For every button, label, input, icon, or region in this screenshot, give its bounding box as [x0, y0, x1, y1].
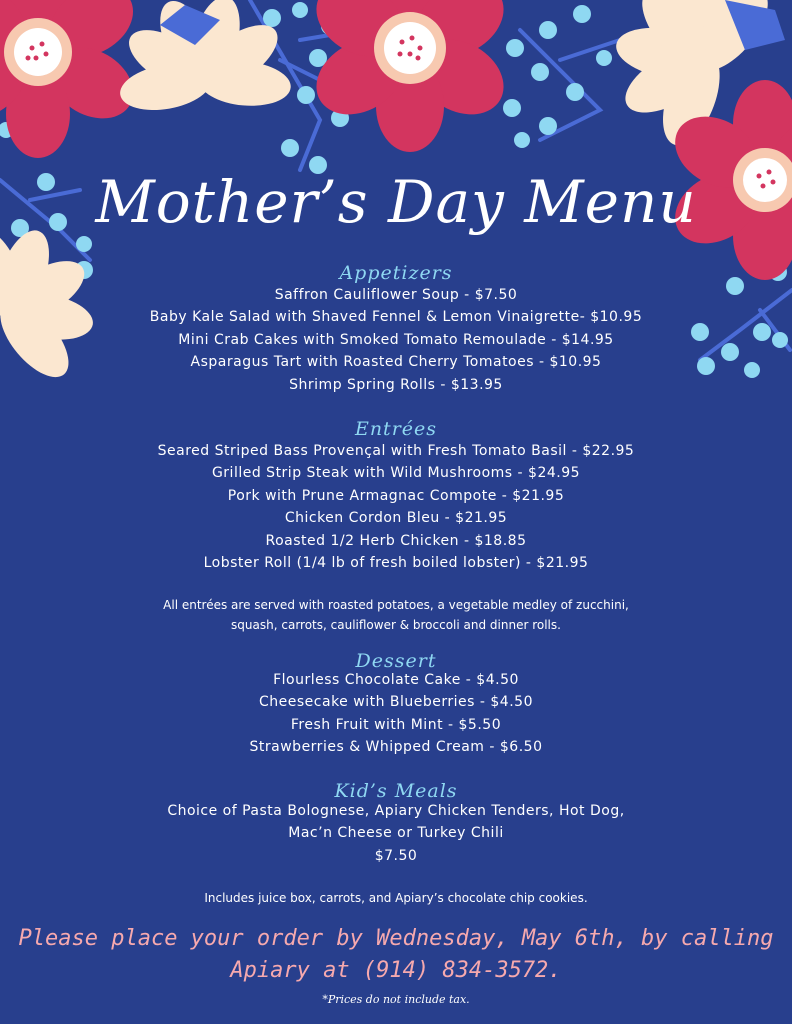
kids-meals-heading: Kid’s Meals	[334, 780, 458, 802]
list-item: Pork with Prune Armagnac Compote - $21.95	[227, 487, 565, 504]
list-item: Saffron Cauliflower Soup - $7.50	[274, 287, 518, 303]
list-item: Strawberries & Whipped Cream - $6.50	[249, 739, 543, 756]
list-item: Shrimp Spring Rolls - $13.95	[289, 376, 503, 393]
pink-flower-top-left	[0, 0, 146, 158]
list-item: Baby Kale Salad with Shaved Fennel & Lemon Vinaigrette- $10.95	[149, 309, 643, 326]
list-item: Lobster Roll (1/4 lb of fresh boiled lobster) - $21.95	[203, 555, 589, 572]
entrees-note-line-1: All entrées are served with roasted potatoes, a vegetable medley of zucchini,	[163, 598, 629, 612]
list-item: Chicken Cordon Bleu - $21.95	[284, 510, 508, 527]
list-item: Roasted 1/2 Herb Chicken - $18.85	[265, 532, 527, 549]
list-item: Seared Striped Bass Provençal with Fresh Tomato Basil - $22.95	[157, 443, 635, 459]
list-item: Mac’n Cheese or Turkey Chili	[288, 825, 504, 842]
order-line-1: Please place your order by Wednesday, May 6th, by calling	[18, 926, 774, 951]
dessert-list	[0, 669, 792, 759]
tax-note: *Prices do not include tax.	[322, 993, 470, 1006]
dessert-heading: Dessert	[355, 650, 437, 672]
list-item: Flourless Chocolate Cake - $4.50	[273, 672, 519, 688]
list-item: Cheesecake with Blueberries - $4.50	[259, 694, 533, 711]
order-line-2: Apiary at (914) 834-3572.	[230, 958, 562, 983]
kids-meals-note: Includes juice box, carrots, and Apiary’s chocolate chip cookies.	[204, 891, 588, 905]
appetizers-list	[0, 284, 792, 396]
list-item: Mini Crab Cakes with Smoked Tomato Remoulade - $14.95	[178, 331, 614, 348]
entrees-heading: Entrées	[354, 418, 438, 440]
order-instructions	[0, 923, 792, 987]
entrees-list	[0, 440, 792, 574]
list-item: Choice of Pasta Bolognese, Apiary Chicken Tenders, Hot Dog,	[167, 803, 625, 819]
list-item: Fresh Fruit with Mint - $5.50	[290, 716, 502, 733]
list-item: Asparagus Tart with Roasted Cherry Tomatoes - $10.95	[190, 354, 602, 371]
pink-flower-top-center	[303, 0, 517, 152]
appetizers-heading: Appetizers	[339, 262, 453, 284]
list-item: Grilled Strip Steak with Wild Mushrooms - $24.95	[211, 465, 581, 482]
menu-title: Mother’s Day Menu	[95, 168, 697, 236]
kids-meals-list	[0, 800, 792, 867]
entrees-note-line-2: squash, carrots, cauliflower & broccoli and dinner rolls.	[231, 618, 561, 632]
list-item: $7.50	[374, 847, 418, 864]
